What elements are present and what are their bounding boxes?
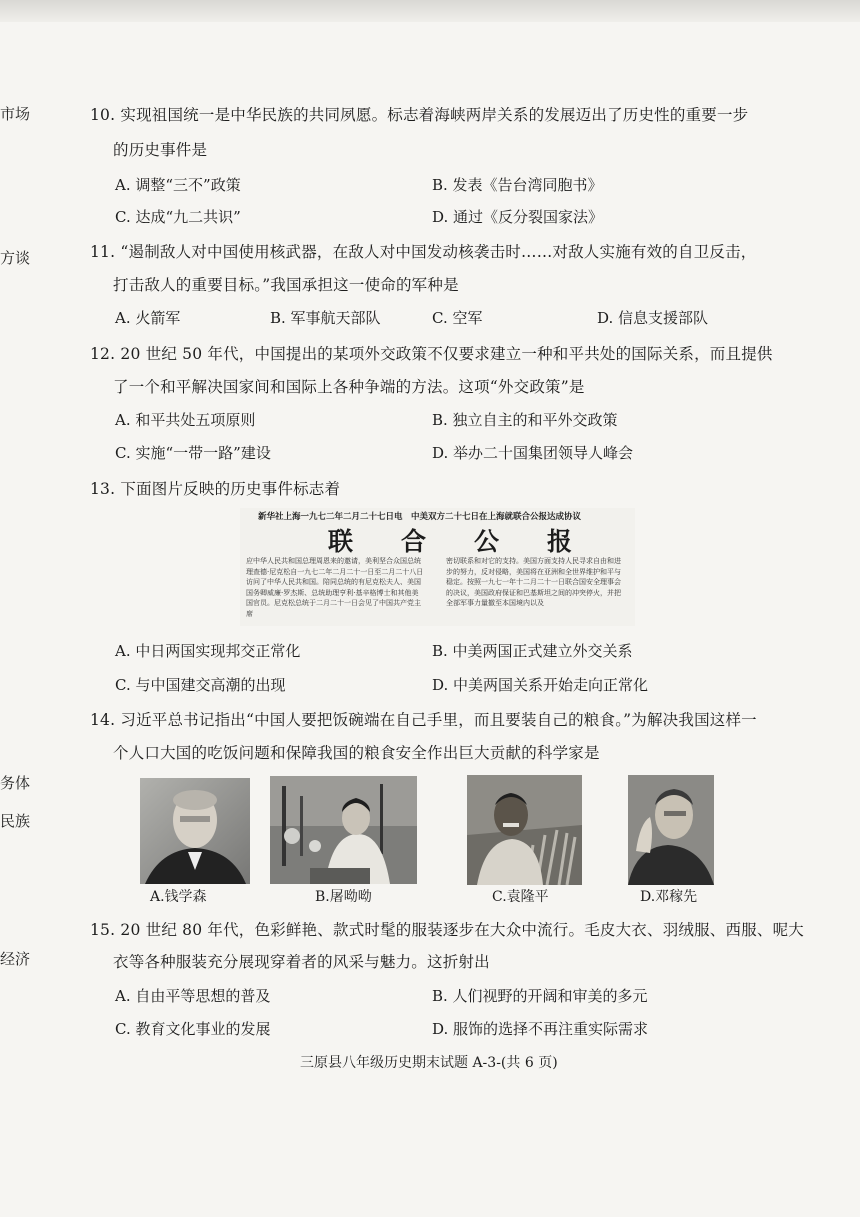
option-11-c: C. 空军 [432, 309, 483, 327]
question-14-stem: 14. 习近平总书记指出“中国人要把饭碗端在自己手里，而且要装自己的粮食。”为解决我国这样一 [90, 711, 757, 729]
question-15-stem-cont: 衣等各种服装充分展现穿着者的风采与魅力。这折射出 [113, 953, 490, 971]
question-10-stem-cont: 的历史事件是 [113, 141, 208, 159]
photo-scientist-c [467, 775, 582, 885]
caption-b: B.屠呦呦 [315, 889, 372, 905]
option-11-b: B. 军事航天部队 [270, 309, 381, 327]
option-13-b: B. 中美两国正式建立外交关系 [432, 642, 633, 660]
margin-note: 务体 [0, 774, 31, 792]
option-13-d: D. 中美两国关系开始走向正常化 [432, 676, 649, 694]
option-12-c: C. 实施“一带一路”建设 [115, 444, 271, 462]
newspaper-column-left: 应中华人民共和国总理周恩来的邀请，美利坚合众国总统理查德·尼克松自一九七二年二月二十一日至二月二十八日访问了中华人民共和国。陪同总统的有尼克松夫人、美国国务卿威廉·罗杰斯、总统助理亨利·基辛格博士和其他美国官员。尼克松总统于二月二十一日会见了中国共产党主席 [246, 557, 424, 618]
margin-note: 民族 [0, 812, 31, 830]
option-10-d: D. 通过《反分裂国家法》 [432, 208, 604, 226]
question-13-stem: 13. 下面图片反映的历史事件标志着 [90, 480, 341, 498]
scan-top-edge [0, 0, 860, 22]
option-12-d: D. 举办二十国集团领导人峰会 [432, 444, 634, 462]
question-10-stem: 10. 实现祖国统一是中华民族的共同夙愿。标志着海峡两岸关系的发展迈出了历史性的重要一步 [90, 106, 749, 124]
margin-note: 经济 [0, 950, 31, 968]
photo-scientist-b [270, 776, 417, 884]
caption-d: D.邓稼先 [640, 889, 698, 905]
question-12-stem: 12. 20 世纪 50 年代，中国提出的某项外交政策不仅要求建立一种和平共处的国际关系，而且提供 [90, 345, 773, 363]
caption-c: C.袁隆平 [492, 889, 549, 905]
question-12-stem-cont: 了一个和平解决国家间和国际上各种争端的方法。这项“外交政策”是 [113, 378, 585, 396]
photo-scientist-a [140, 778, 250, 884]
option-10-b: B. 发表《告台湾同胞书》 [432, 176, 603, 194]
page-footer: 三原县八年级历史期末试题 A-3-(共 6 页) [300, 1055, 558, 1071]
option-10-c: C. 达成“九二共识” [115, 208, 241, 226]
option-11-a: A. 火箭军 [115, 309, 181, 327]
question-11-stem-cont: 打击敌人的重要目标。”我国承担这一使命的军种是 [113, 276, 459, 294]
margin-note: 方谈 [0, 249, 31, 267]
margin-note: 市场 [0, 105, 31, 123]
option-13-a: A. 中日两国实现邦交正常化 [115, 642, 301, 660]
newspaper-column-right: 密切联系和对它的支持。美国方面支持人民寻求自由和进步的努力，反对侵略，美国将在亚洲和全世界维护和平与稳定。按照一九七一年十二月二十一日联合国安全理事会的决议，美国政府保证和巴基斯坦之间的冲突停火，并把全部军事力量撤至本国境内以及 [446, 557, 621, 607]
option-12-a: A. 和平共处五项原则 [115, 411, 256, 429]
option-15-d: D. 服饰的选择不再注重实际需求 [432, 1020, 649, 1038]
option-10-a: A. 调整“三不”政策 [115, 176, 241, 194]
newspaper-clipping [240, 508, 635, 626]
option-13-c: C. 与中国建交高潮的出现 [115, 676, 286, 694]
caption-a: A.钱学森 [150, 889, 207, 905]
question-14-stem-cont: 个人口大国的吃饭问题和保障我国的粮食安全作出巨大贡献的科学家是 [113, 744, 600, 762]
newspaper-header: 新华社上海一九七二年二月二十七日电 中美双方二十七日在上海就联合公报达成协议 [258, 512, 582, 522]
question-11-stem: 11. “遏制敌人对中国使用核武器，在敌人对中国发动核袭击时……对敌人实施有效的自卫反击， [90, 243, 757, 261]
option-11-d: D. 信息支援部队 [597, 309, 709, 327]
option-15-c: C. 教育文化事业的发展 [115, 1020, 271, 1038]
option-12-b: B. 独立自主的和平外交政策 [432, 411, 618, 429]
option-15-a: A. 自由平等思想的普及 [115, 987, 271, 1005]
option-15-b: B. 人们视野的开阔和审美的多元 [432, 987, 648, 1005]
question-15-stem: 15. 20 世纪 80 年代，色彩鲜艳、款式时髦的服装逐步在大众中流行。毛皮大衣、羽绒服、西服、呢大 [90, 921, 805, 939]
photo-scientist-d [628, 775, 714, 885]
newspaper-title: 联合公报 [328, 527, 621, 556]
